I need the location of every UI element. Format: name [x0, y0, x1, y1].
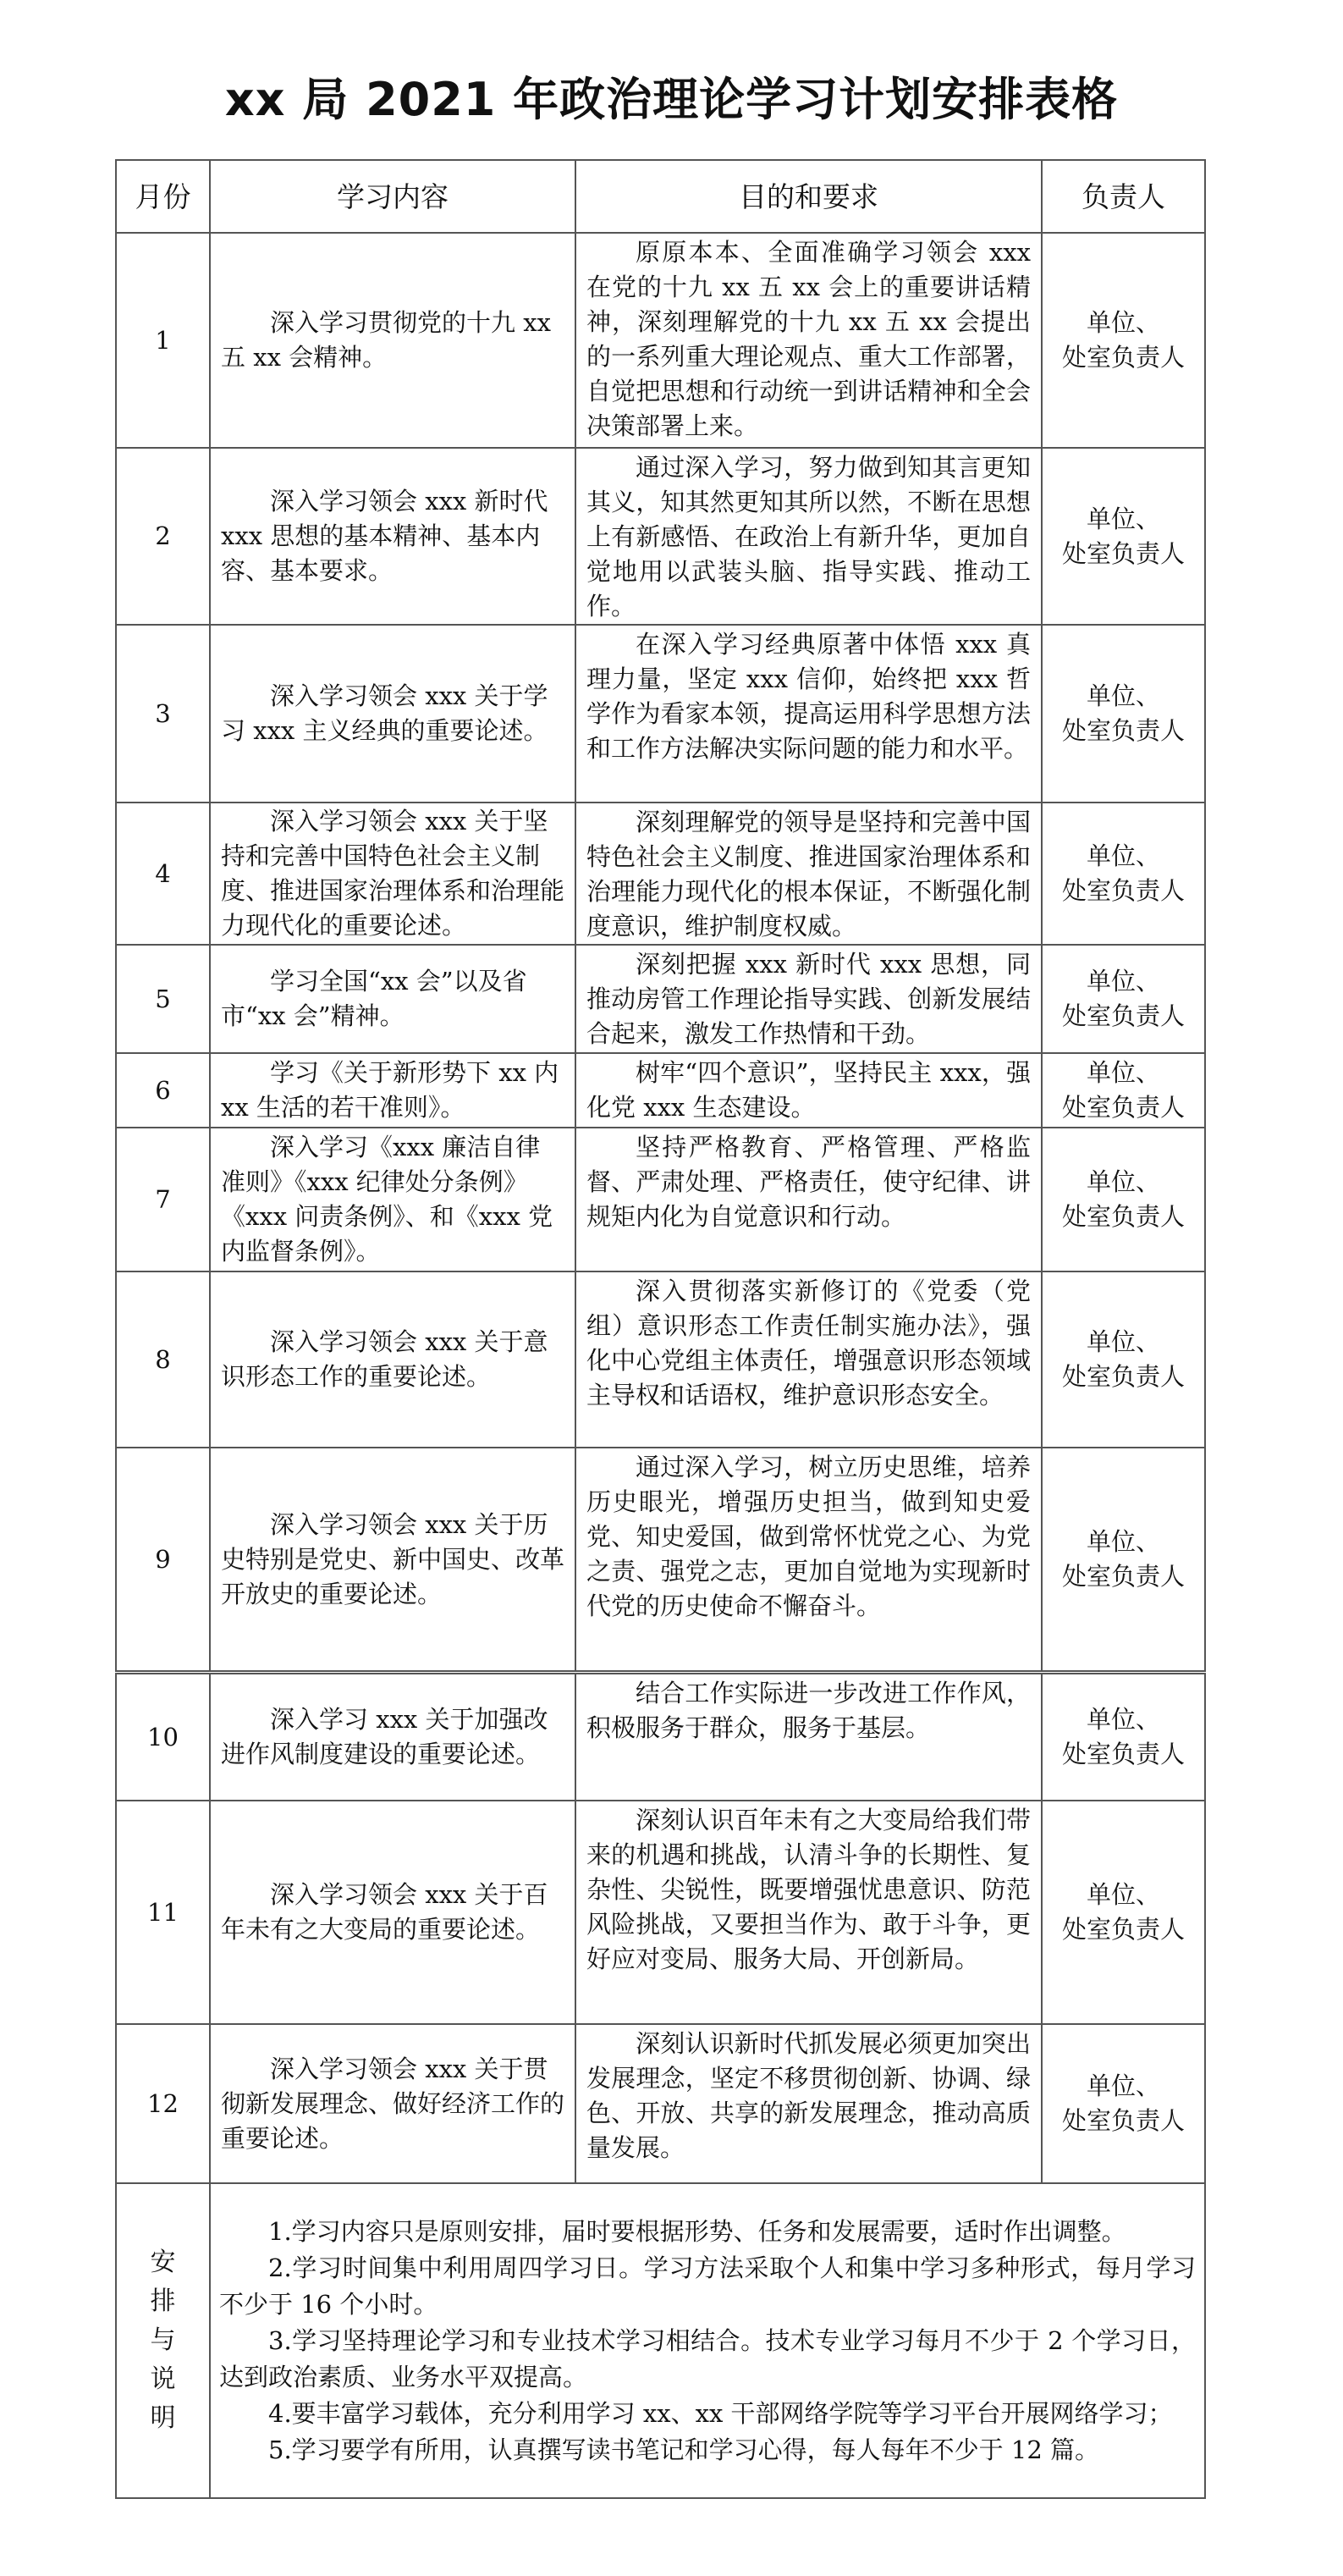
notes-row	[116, 2183, 1205, 2498]
note-item: 3.学习坚持理论学习和专业技术学习相结合。技术专业学习每月不少于 2 个学习日，达到政治素质、业务水平双提高。	[219, 2325, 1196, 2391]
plan-row	[116, 1053, 1205, 1128]
plan-row	[116, 803, 1205, 945]
plan-row	[116, 2024, 1205, 2183]
owner-text: 单位、	[1086, 967, 1160, 996]
goal-cell: 在深入学习经典原著中体悟 xxx 真理力量，坚定 xxx 信仰，始终把 xxx 哲学作为看家本领，提高运用科学思想方法和工作方法解决实际问题的能力和水平。	[575, 625, 1042, 803]
plan-row	[116, 1448, 1205, 1671]
owner-text: 处室负责人	[1061, 1093, 1185, 1122]
owner-cell	[1042, 1448, 1205, 1671]
goal-cell: 原原本本、全面准确学习领会 xxx 在党的十九 xx 五 xx 会上的重要讲话精神，深刻理解党的十九 xx 五 xx 会提出的一系列重大理论观点、重大工作部署，自觉把思想和行动统一到讲话精神和全会决策部署上来。	[575, 233, 1042, 448]
month-cell: 7	[116, 1128, 210, 1271]
plan-row	[116, 1674, 1205, 1801]
owner-text: 处室负责人	[1061, 343, 1185, 372]
month-cell: 1	[116, 233, 210, 448]
owner-text: 单位、	[1086, 1327, 1160, 1356]
month-cell: 9	[116, 1448, 210, 1671]
owner-cell	[1042, 233, 1205, 448]
month-cell: 4	[116, 803, 210, 945]
goal-cell: 通过深入学习，努力做到知其言更知其义，知其然更知其所以然，不断在思想上有新感悟、在政治上有新升华，更加自觉地用以武装头脑、指导实践、推动工作。	[575, 448, 1042, 625]
header-goal: 目的和要求	[575, 160, 1042, 233]
content-cell: 学习全国“xx 会”以及省市“xx 会”精神。	[210, 945, 575, 1053]
content-cell: 深入学习领会 xxx 关于意识形态工作的重要论述。	[210, 1271, 575, 1448]
notes-label-char: 说	[150, 2364, 176, 2394]
goal-cell: 坚持严格教育、严格管理、严格监督、严肃处理、严格责任，使守纪律、讲规矩内化为自觉意识和行动。	[575, 1128, 1042, 1271]
owner-text: 单位、	[1086, 1058, 1160, 1087]
owner-text: 处室负责人	[1061, 1915, 1185, 1944]
month-cell: 12	[116, 2024, 210, 2183]
owner-cell	[1042, 1053, 1205, 1128]
goal-cell: 树牢“四个意识”，坚持民主 xxx，强化党 xxx 生态建设。	[575, 1053, 1042, 1128]
owner-text: 处室负责人	[1061, 876, 1185, 905]
month-cell: 11	[116, 1801, 210, 2024]
goal-cell: 深刻认识百年未有之大变局给我们带来的机遇和挑战，认清斗争的长期性、复杂性、尖锐性，既要增强忧患意识、防范风险挑战，又要担当作为、敢于斗争，更好应对变局、服务大局、开创新局。	[575, 1801, 1042, 2024]
owner-cell	[1042, 1128, 1205, 1271]
notes-label-char: 安	[150, 2248, 176, 2277]
notes-label	[116, 2183, 210, 2498]
plan-row	[116, 1128, 1205, 1271]
goal-cell: 深刻理解党的领导是坚持和完善中国特色社会主义制度、推进国家治理体系和治理能力现代化的根本保证，不断强化制度意识，维护制度权威。	[575, 803, 1042, 945]
header-content: 学习内容	[210, 160, 575, 233]
header-row	[116, 160, 1205, 233]
owner-cell	[1042, 448, 1205, 625]
note-item: 4.要丰富学习载体，充分利用学习 xx、xx 干部网络学院等学习平台开展网络学习；	[268, 2398, 1173, 2428]
header-month: 月份	[116, 160, 210, 233]
owner-text: 单位、	[1086, 841, 1160, 870]
owner-text: 处室负责人	[1061, 716, 1185, 745]
content-cell: 深入学习领会 xxx 新时代 xxx 思想的基本精神、基本内容、基本要求。	[210, 448, 575, 625]
notes-label-char: 排	[150, 2286, 176, 2316]
owner-text: 单位、	[1086, 308, 1160, 337]
month-cell: 2	[116, 448, 210, 625]
owner-text: 处室负责人	[1061, 538, 1185, 568]
goal-cell: 深刻把握 xxx 新时代 xxx 思想，同推动房管工作理论指导实践、创新发展结合起来，激发工作热情和干劲。	[575, 945, 1042, 1053]
content-cell: 深入学习领会 xxx 关于贯彻新发展理念、做好经济工作的重要论述。	[210, 2024, 575, 2183]
owner-text: 单位、	[1086, 504, 1160, 533]
plan-row	[116, 233, 1205, 448]
month-cell: 10	[116, 1674, 210, 1801]
owner-cell	[1042, 1271, 1205, 1448]
owner-text: 处室负责人	[1061, 1740, 1185, 1768]
owner-cell	[1042, 1801, 1205, 2024]
notes-label-char: 明	[150, 2403, 176, 2433]
note-item: 1.学习内容只是原则安排，届时要根据形势、任务和发展需要，适时作出调整。	[268, 2216, 1126, 2246]
owner-text: 单位、	[1086, 1705, 1160, 1734]
note-item: 5.学习要学有所用，认真撰写读书笔记和学习心得，每人每年不少于 12 篇。	[268, 2435, 1100, 2464]
owner-cell	[1042, 1674, 1205, 1801]
owner-text: 单位、	[1086, 681, 1160, 710]
month-cell: 5	[116, 945, 210, 1053]
owner-cell	[1042, 803, 1205, 945]
goal-cell: 深刻认识新时代抓发展必须更加突出发展理念，坚定不移贯彻创新、协调、绿色、开放、共享的新发展理念，推动高质量发展。	[575, 2024, 1042, 2183]
goal-cell: 结合工作实际进一步改进工作作风，积极服务于群众，服务于基层。	[575, 1674, 1042, 1801]
owner-text: 单位、	[1086, 1527, 1160, 1556]
plan-row	[116, 1801, 1205, 2024]
owner-text: 处室负责人	[1061, 1001, 1185, 1030]
content-cell: 深入学习领会 xxx 关于坚持和完善中国特色社会主义制度、推进国家治理体系和治理能力现代化的重要论述。	[210, 803, 575, 945]
content-cell: 深入学习领会 xxx 关于历史特别是党史、新中国史、改革开放史的重要论述。	[210, 1448, 575, 1671]
content-cell: 深入学习领会 xxx 关于百年未有之大变局的重要论述。	[210, 1801, 575, 2024]
plan-row	[116, 448, 1205, 625]
plan-row	[116, 1271, 1205, 1448]
owner-text: 单位、	[1086, 2071, 1160, 2100]
goal-cell: 通过深入学习，树立历史思维，培养历史眼光，增强历史担当，做到知史爱党、知史爱国，做到常怀忧党之心、为党之责、强党之志，更加自觉地为实现新时代党的历史使命不懈奋斗。	[575, 1448, 1042, 1671]
month-cell: 3	[116, 625, 210, 803]
month-cell: 8	[116, 1271, 210, 1448]
owner-text: 处室负责人	[1061, 1202, 1185, 1231]
owner-cell	[1042, 625, 1205, 803]
owner-text: 单位、	[1086, 1167, 1160, 1196]
content-cell: 学习《关于新形势下 xx 内 xx 生活的若干准则》。	[210, 1053, 575, 1128]
plan-row	[116, 945, 1205, 1053]
content-cell: 深入学习 xxx 关于加强改进作风制度建设的重要论述。	[210, 1674, 575, 1801]
month-cell: 6	[116, 1053, 210, 1128]
notes-label-char: 与	[150, 2325, 176, 2355]
content-cell: 深入学习领会 xxx 关于学习 xxx 主义经典的重要论述。	[210, 625, 575, 803]
note-item: 2.学习时间集中利用周四学习日。学习方法采取个人和集中学习多种形式，每月学习不少于 16 个小时。	[219, 2253, 1196, 2319]
plan-table-part-2	[115, 1673, 1206, 2499]
content-cell: 深入学习贯彻党的十九 xx 五 xx 会精神。	[210, 233, 575, 448]
goal-cell: 深入贯彻落实新修订的《党委（党组）意识形态工作责任制实施办法》，强化中心党组主体责任，增强意识形态领域主导权和话语权，维护意识形态安全。	[575, 1271, 1042, 1448]
header-owner: 负责人	[1042, 160, 1205, 233]
notes-content	[210, 2183, 1205, 2498]
owner-cell	[1042, 2024, 1205, 2183]
content-cell: 深入学习《xxx 廉洁自律准则》《xxx 纪律处分条例》《xxx 问责条例》、和《xxx 党内监督条例》。	[210, 1128, 575, 1271]
owner-text: 处室负责人	[1061, 1562, 1185, 1591]
page-title: xx 局 2021 年政治理论学习计划安排表格	[224, 73, 1119, 126]
plan-table-part-1	[115, 159, 1206, 1672]
owner-text: 处室负责人	[1061, 1362, 1185, 1391]
plan-row	[116, 625, 1205, 803]
owner-text: 单位、	[1086, 1880, 1160, 1909]
owner-text: 处室负责人	[1061, 2106, 1185, 2135]
owner-cell	[1042, 945, 1205, 1053]
